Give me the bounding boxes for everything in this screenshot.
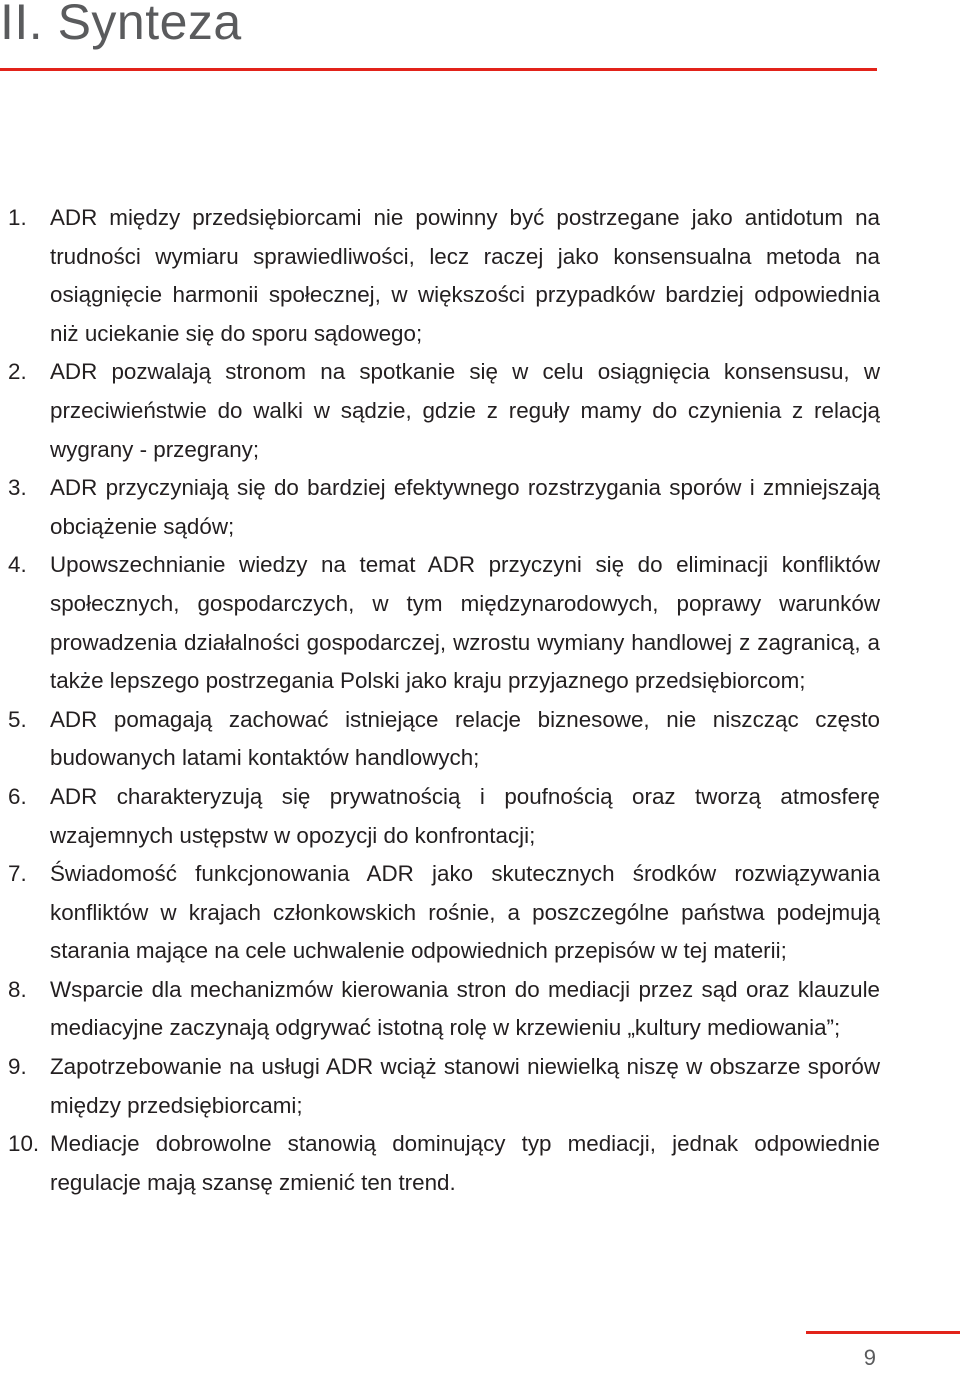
list-item-2 bbox=[0, 353, 880, 469]
title-divider bbox=[0, 68, 877, 71]
list-item-text: ADR pomagają zachować istniejące relacje biznesowe, nie niszcząc często budowanych latami kontaktów handlowych; bbox=[50, 706, 880, 771]
list-item-text: ADR między przedsiębiorcami nie powinny być postrzegane jako antidotum na trudności wymiaru sprawiedliwości, lecz raczej jako konsensualna metoda na osiągnięcie harmonii społecznej, w większości przypadków bardziej odpowiednia niż uciekanie się do sporu sądowego; bbox=[50, 205, 880, 346]
list-item-6 bbox=[0, 778, 880, 855]
page-number: 9 bbox=[863, 1345, 876, 1370]
list-item-text: ADR charakteryzują się prywatnością i poufnością oraz tworzą atmosferę wzajemnych ustępstw w opozycji do konfrontacji; bbox=[50, 783, 880, 848]
list-item-3 bbox=[0, 469, 880, 546]
list-item-text: ADR przyczyniają się do bardziej efektywnego rozstrzygania sporów i zmniejszają obciążenie sądów; bbox=[50, 475, 880, 539]
list-item-number: 7. bbox=[8, 861, 27, 887]
list-item-number: 3. bbox=[8, 475, 27, 501]
list-item-5 bbox=[0, 701, 880, 778]
synthesis-list bbox=[0, 199, 880, 1202]
list-item-9 bbox=[0, 1048, 880, 1125]
list-item-number: 5. bbox=[8, 706, 27, 732]
list-item-1 bbox=[0, 199, 880, 353]
list-item-number: 4. bbox=[8, 552, 27, 578]
list-item-number: 8. bbox=[8, 976, 27, 1002]
list-item-text: Upowszechnianie wiedzy na temat ADR przyczyni się do eliminacji konfliktów społecznych, gospodarczych, w tym międzynarodowych, poprawy warunków prowadzenia działalności gospodarczej, wzrostu wymiany handlowej z zagranicą, a także lepszego postrzegania Polski jako kraju przyjaznego przedsiębiorcom; bbox=[50, 552, 880, 694]
list-item-7 bbox=[0, 855, 880, 971]
list-item-text: Zapotrzebowanie na usługi ADR wciąż stanowi niewielką niszę w obszarze sporów między przedsiębiorcami; bbox=[50, 1054, 880, 1118]
list-item-10 bbox=[0, 1125, 880, 1202]
list-item-number: 10. bbox=[8, 1131, 40, 1157]
list-item-number: 1. bbox=[8, 205, 27, 230]
list-item-number: 9. bbox=[8, 1054, 27, 1080]
list-item-number: 6. bbox=[8, 783, 27, 809]
list-item-4 bbox=[0, 546, 880, 700]
footer-divider bbox=[806, 1331, 960, 1334]
list-item-text: Wsparcie dla mechanizmów kierowania stron do mediacji przez sąd oraz klauzule mediacyjne zaczynają odgrywać istotną rolę w krzewieniu „kultury mediowania”; bbox=[50, 976, 880, 1041]
list-item-text: ADR pozwalają stronom na spotkanie się w celu osiągnięcia konsensusu, w przeciwieństwie do walki w sądzie, gdzie z reguły mamy do czynienia z relacją wygrany - przegrany; bbox=[50, 359, 880, 462]
list-item-text: Mediacje dobrowolne stanowią dominujący typ mediacji, jednak odpowiednie regulacje mają szansę zmienić ten trend. bbox=[50, 1131, 880, 1195]
list-item-number: 2. bbox=[8, 359, 27, 385]
list-item-8 bbox=[0, 971, 880, 1048]
list-item-text: Świadomość funkcjonowania ADR jako skutecznych środków rozwiązywania konfliktów w krajach członkowskich rośnie, a poszczególne państwa podejmują starania mające na cele uchwalenie odpowiednich przepisów w tej materii; bbox=[50, 861, 880, 964]
section-title: II. Synteza bbox=[0, 0, 242, 50]
